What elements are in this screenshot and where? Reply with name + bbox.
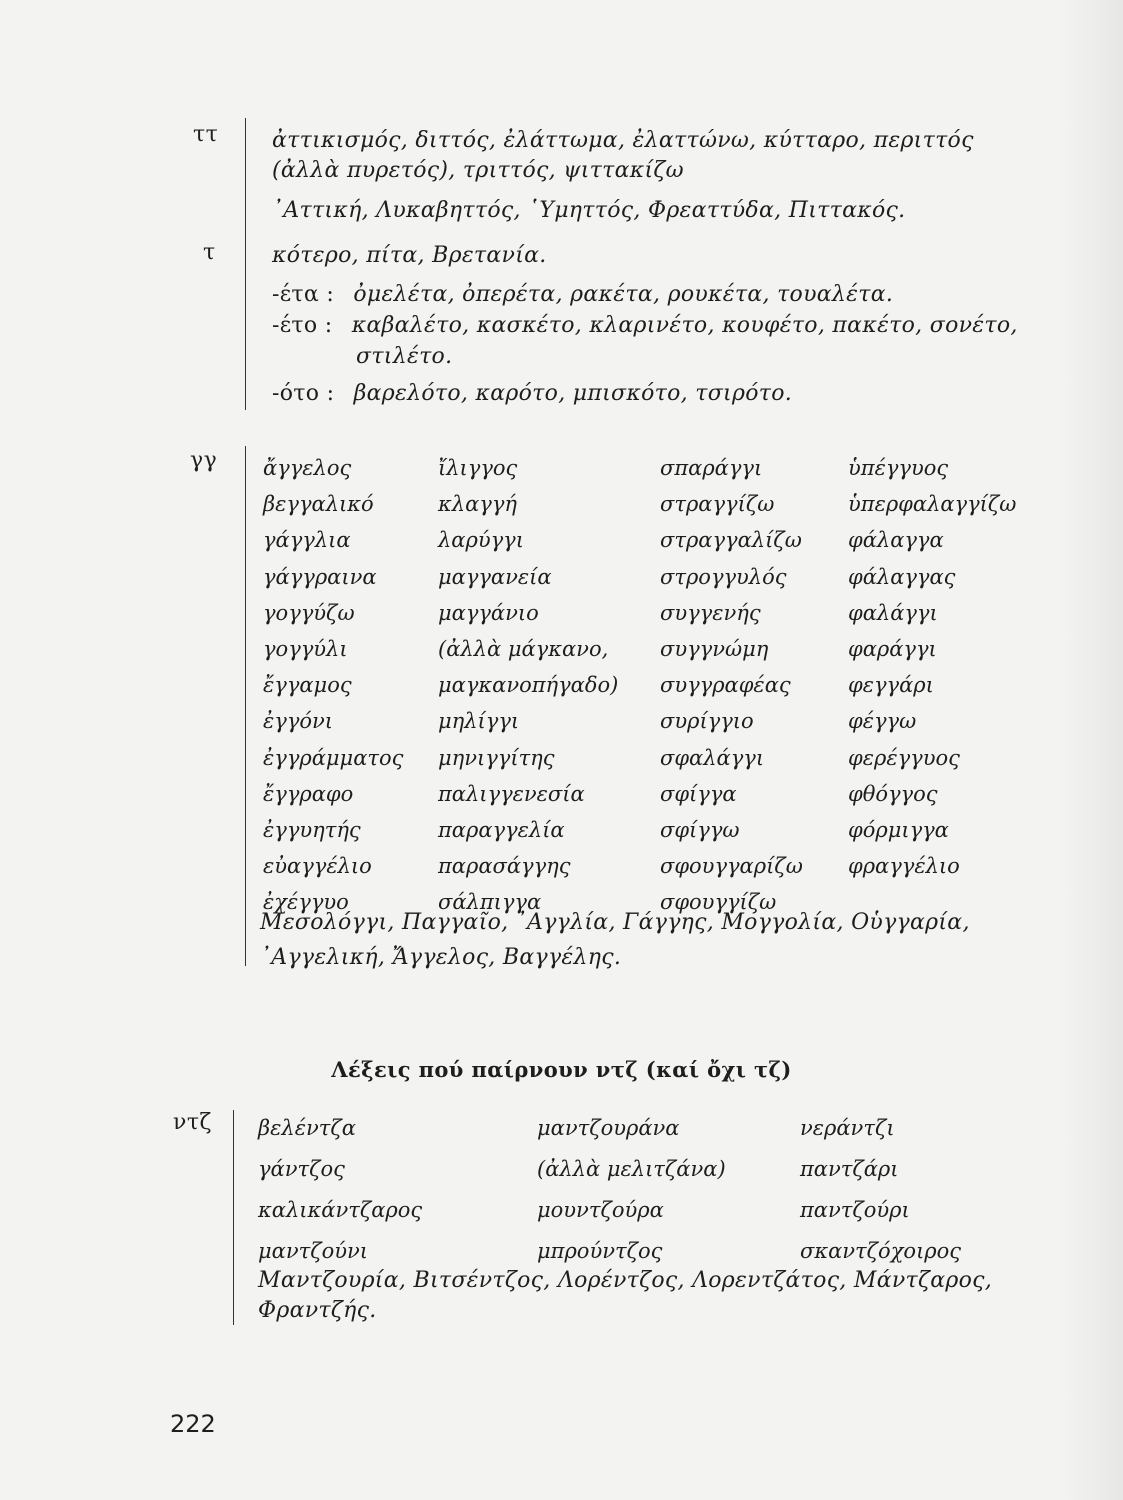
t-oto-line xyxy=(272,381,792,406)
gg-word: ἐγγόνι xyxy=(263,709,334,734)
tt-line-3: ᾿Αττική, Λυκαβηττός, ῾Υμηττός, Φρεαττύδα, Πιττακός. xyxy=(272,198,906,223)
section-label-t: τ xyxy=(203,240,216,265)
t-oto-suffix: -ότο : xyxy=(272,381,335,406)
gg-word: παλιγγενεσία xyxy=(438,781,585,806)
ntz-word: μαντζουράνα xyxy=(537,1116,680,1140)
gg-word: ὑπέγγυος xyxy=(848,456,949,480)
tt-line-2 xyxy=(272,158,684,183)
gg-word: στραγγαλίζω xyxy=(660,528,802,553)
gg-word: φάλαγγας xyxy=(848,564,956,589)
gg-word: φέγγω xyxy=(848,709,917,734)
gg-word: ὑπερφαλαγγίζω xyxy=(848,492,1017,517)
section-rule-t xyxy=(245,240,246,410)
t-eto-continuation: στιλέτο. xyxy=(356,344,453,369)
gg-word: σπαράγγι xyxy=(660,456,763,480)
gg-word: ἴλιγγος xyxy=(438,456,518,480)
section-label-gg: γγ xyxy=(190,448,218,473)
t-eta-suffix: -έτα : xyxy=(272,282,335,307)
ntz-word: νεράντζι xyxy=(800,1116,895,1140)
gg-word: μαγγανεία xyxy=(438,564,552,589)
gg-word: γογγύζω xyxy=(263,600,355,625)
ntz-word: παντζάρι xyxy=(800,1157,899,1181)
t-eto-line xyxy=(272,313,1018,338)
gg-word: φερέγγυος xyxy=(848,745,960,770)
gg-word: σφουγγίζω xyxy=(660,890,777,915)
gg-column-3 xyxy=(660,450,803,920)
gg-word: φαλάγγι xyxy=(848,600,938,625)
gg-word: φόρμιγγα xyxy=(848,817,949,842)
gg-word: σάλπιγγα xyxy=(438,890,542,915)
section-label-ntz: ντζ xyxy=(173,1110,212,1135)
gg-word: φαράγγι xyxy=(848,636,937,661)
gg-word: συγγενής xyxy=(660,600,761,625)
gg-word: στραγγίζω xyxy=(660,492,775,517)
gg-word: συρίγγιο xyxy=(660,709,754,734)
ntz-names-line-2: Φραντζής. xyxy=(258,1298,377,1323)
gg-word: μαγγάνιο xyxy=(438,600,539,625)
t-eto-words: καβαλέτο, κασκέτο, κλαρινέτο, κουφέτο, πακέτο, σονέτο, xyxy=(351,313,1018,338)
ntz-column-1 xyxy=(258,1108,422,1272)
gg-names-line-2: ᾿Αγγελική, Ἄγγελος, Βαγγέλης. xyxy=(260,945,622,970)
ntz-names-line-1: Μαντζουρία, Βιτσέντζος, Λορέντζος, Λορεντζάτος, Μάντζαρος, xyxy=(258,1268,993,1293)
gg-word: σφουγγαρίζω xyxy=(660,854,803,879)
gg-word: στρογγυλός xyxy=(660,564,787,589)
section-heading: Λέξεις πού παίρνουν ντζ (καί ὄχι τζ) xyxy=(331,1057,792,1082)
t-eta-line xyxy=(272,282,893,307)
gg-word: ἔγγαμος xyxy=(263,673,352,698)
gg-word: βεγγαλικό xyxy=(263,492,374,517)
ntz-word: παντζούρι xyxy=(800,1198,910,1222)
gg-word: φεγγάρι xyxy=(848,673,934,698)
page-edge-shadow xyxy=(1063,0,1123,1500)
ntz-word: βελέντζα xyxy=(258,1116,356,1140)
gg-word: ἄγγελος xyxy=(263,456,352,480)
gg-column-1 xyxy=(263,450,403,920)
gg-word: λαρύγγι xyxy=(438,528,524,553)
t-eta-words: ὀμελέτα, ὀπερέτα, ρακέτα, ρουκέτα, τουαλέτα. xyxy=(353,282,894,307)
gg-column-4 xyxy=(848,450,1016,884)
gg-word: ἐχέγγυο xyxy=(263,890,349,915)
ntz-word: καλικάντζαρος xyxy=(258,1198,423,1222)
tt-line-2-parenthetical: (ἀλλὰ πυρετός) xyxy=(272,158,449,183)
gg-word: συγγνώμη xyxy=(660,636,769,661)
ntz-word: μουντζούρα xyxy=(537,1198,664,1222)
page-number: 222 xyxy=(170,1410,216,1438)
section-label-tt: ττ xyxy=(193,122,219,147)
section-rule-tt xyxy=(245,118,246,243)
gg-word: φάλαγγα xyxy=(848,528,944,553)
ntz-column-3 xyxy=(800,1108,961,1272)
t-oto-words: βαρελότο, καρότο, μπισκότο, τσιρότο. xyxy=(353,381,793,406)
gg-word: ἐγγράμματος xyxy=(263,745,404,770)
gg-word: σφαλάγγι xyxy=(660,745,765,770)
gg-word: γογγύλι xyxy=(263,636,348,661)
gg-word: φραγγέλιο xyxy=(848,854,960,879)
t-line-1: κότερο, πίτα, Βρετανία. xyxy=(272,243,547,268)
section-rule-ntz xyxy=(233,1110,234,1325)
gg-word: συγγραφέας xyxy=(660,673,791,698)
section-rule-gg xyxy=(245,446,246,966)
gg-word: μηλίγγι xyxy=(438,709,520,734)
gg-word: κλαγγή xyxy=(438,492,517,517)
gg-word: γάγγραινα xyxy=(263,564,377,589)
gg-word: σφίγγω xyxy=(660,817,740,842)
gg-column-2 xyxy=(438,450,618,920)
gg-names-line-1: Μεσολόγγι, Παγγαῖο, ᾿Αγγλία, Γάγγης, Μογγολία, Οὑγγαρία, xyxy=(260,910,970,935)
gg-word: ἔγγραφο xyxy=(263,781,354,806)
gg-word: παραγγελία xyxy=(438,817,565,842)
tt-line-1 xyxy=(272,128,1044,153)
gg-word: παρασάγγης xyxy=(438,854,571,879)
ntz-word: (ἀλλὰ μελιτζάνα) xyxy=(537,1157,726,1181)
gg-word: μηνιγγίτης xyxy=(438,745,555,770)
gg-word: μαγκανοπήγαδο) xyxy=(438,673,619,698)
gg-word: ἐγγυητής xyxy=(263,817,361,842)
gg-word: σφίγγα xyxy=(660,781,737,806)
ntz-word: γάντζος xyxy=(258,1157,345,1181)
gg-word: (ἀλλὰ μάγκανο, xyxy=(438,636,609,661)
gg-word: εὐαγγέλιο xyxy=(263,854,372,879)
ntz-word: μαντζούνι xyxy=(258,1239,369,1263)
ntz-word: σκαντζόχοιρος xyxy=(800,1239,962,1263)
ntz-column-2 xyxy=(537,1108,726,1272)
tt-line-1-text: ἀττικισμός, διττός, ἐλάττωμα, ἐλαττώνω, κύτταρο, περιττός xyxy=(272,128,974,153)
ntz-word: μπρούντζος xyxy=(537,1239,663,1263)
t-eto-suffix: -έτο : xyxy=(272,313,333,338)
gg-word: φθόγγος xyxy=(848,781,938,806)
gg-word: γάγγλια xyxy=(263,528,351,553)
tt-line-2-rest: , τριττός, ψιττακίζω xyxy=(448,158,684,183)
